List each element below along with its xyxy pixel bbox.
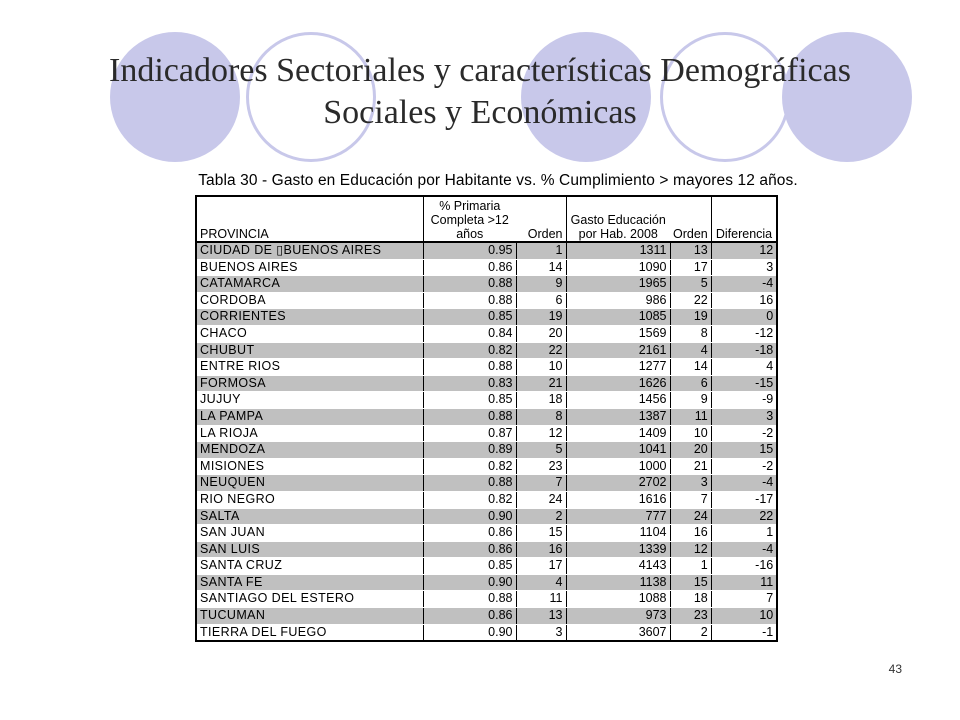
cell-gasto: 1569: [566, 325, 670, 342]
cell-provincia: MENDOZA: [196, 442, 423, 459]
cell-provincia: RIO NEGRO: [196, 491, 423, 508]
table-row: [196, 541, 777, 558]
cell-orden-1: 21: [516, 375, 566, 392]
cell-primaria: 0.85: [423, 309, 516, 326]
cell-gasto: 2702: [566, 475, 670, 492]
table-row: [196, 442, 777, 459]
slide-title-line1: Indicadores Sectoriales y características Demográficas: [109, 52, 851, 89]
cell-provincia: BUENOS AIRES: [196, 259, 423, 276]
cell-diferencia: 22: [711, 508, 777, 525]
cell-orden-1: 5: [516, 442, 566, 459]
cell-orden-1: 3: [516, 624, 566, 641]
cell-orden-2: 12: [670, 541, 711, 558]
cell-gasto: 1277: [566, 359, 670, 376]
cell-orden-2: 9: [670, 392, 711, 409]
cell-gasto: 973: [566, 608, 670, 625]
cell-orden-1: 11: [516, 591, 566, 608]
table-row: [196, 574, 777, 591]
cell-orden-1: 2: [516, 508, 566, 525]
cell-diferencia: 16: [711, 292, 777, 309]
cell-gasto: 1456: [566, 392, 670, 409]
cell-provincia: LA PAMPA: [196, 408, 423, 425]
cell-orden-1: 20: [516, 325, 566, 342]
table-row: [196, 624, 777, 641]
cell-primaria: 0.88: [423, 292, 516, 309]
cell-orden-2: 3: [670, 475, 711, 492]
cell-orden-2: 1: [670, 558, 711, 575]
cell-orden-2: 20: [670, 442, 711, 459]
cell-primaria: 0.88: [423, 276, 516, 293]
cell-diferencia: 0: [711, 309, 777, 326]
header-orden-1: Orden: [516, 196, 566, 242]
cell-provincia: SANTA FE: [196, 574, 423, 591]
cell-orden-1: 17: [516, 558, 566, 575]
cell-provincia: CHACO: [196, 325, 423, 342]
cell-gasto: 1088: [566, 591, 670, 608]
table-row: [196, 259, 777, 276]
cell-gasto: 1387: [566, 408, 670, 425]
table-header-row: [196, 196, 777, 242]
table-row: [196, 309, 777, 326]
cell-gasto: 1090: [566, 259, 670, 276]
table-row: [196, 375, 777, 392]
cell-provincia: ENTRE RIOS: [196, 359, 423, 376]
cell-gasto: 1616: [566, 491, 670, 508]
cell-provincia: SANTIAGO DEL ESTERO: [196, 591, 423, 608]
cell-provincia: TUCUMAN: [196, 608, 423, 625]
cell-orden-2: 10: [670, 425, 711, 442]
header-provincia: PROVINCIA: [196, 196, 423, 242]
cell-diferencia: -2: [711, 458, 777, 475]
table-row: [196, 342, 777, 359]
cell-primaria: 0.86: [423, 525, 516, 542]
cell-primaria: 0.84: [423, 325, 516, 342]
cell-primaria: 0.85: [423, 558, 516, 575]
table-row: [196, 475, 777, 492]
table-row: [196, 591, 777, 608]
header-diferencia: Diferencia: [711, 196, 777, 242]
cell-gasto: 1138: [566, 574, 670, 591]
cell-primaria: 0.88: [423, 359, 516, 376]
cell-primaria: 0.85: [423, 392, 516, 409]
cell-orden-2: 21: [670, 458, 711, 475]
cell-provincia: CORDOBA: [196, 292, 423, 309]
cell-provincia: LA RIOJA: [196, 425, 423, 442]
cell-diferencia: 15: [711, 442, 777, 459]
cell-orden-1: 9: [516, 276, 566, 293]
cell-orden-1: 1: [516, 242, 566, 259]
header-primaria: % Primaria Completa >12 años: [423, 196, 516, 242]
cell-primaria: 0.88: [423, 475, 516, 492]
table-row: [196, 558, 777, 575]
table-row: [196, 392, 777, 409]
table-row: [196, 608, 777, 625]
cell-primaria: 0.95: [423, 242, 516, 259]
cell-orden-2: 24: [670, 508, 711, 525]
cell-orden-2: 13: [670, 242, 711, 259]
cell-orden-2: 19: [670, 309, 711, 326]
cell-gasto: 3607: [566, 624, 670, 641]
cell-orden-1: 15: [516, 525, 566, 542]
cell-diferencia: -4: [711, 276, 777, 293]
cell-gasto: 1000: [566, 458, 670, 475]
cell-orden-2: 22: [670, 292, 711, 309]
cell-diferencia: 3: [711, 408, 777, 425]
cell-diferencia: 3: [711, 259, 777, 276]
cell-primaria: 0.83: [423, 375, 516, 392]
cell-orden-1: 24: [516, 491, 566, 508]
cell-provincia: SALTA: [196, 508, 423, 525]
cell-orden-1: 10: [516, 359, 566, 376]
table-row: [196, 508, 777, 525]
cell-orden-1: 8: [516, 408, 566, 425]
cell-diferencia: -9: [711, 392, 777, 409]
cell-gasto: 2161: [566, 342, 670, 359]
cell-orden-2: 4: [670, 342, 711, 359]
cell-gasto: 1311: [566, 242, 670, 259]
cell-diferencia: -16: [711, 558, 777, 575]
table-row: [196, 491, 777, 508]
cell-diferencia: -12: [711, 325, 777, 342]
cell-diferencia: -4: [711, 541, 777, 558]
table-row: [196, 458, 777, 475]
table-caption: Tabla 30 - Gasto en Educación por Habitante vs. % Cumplimiento > mayores 12 años.: [198, 172, 798, 189]
page-number: 43: [888, 662, 902, 676]
cell-primaria: 0.90: [423, 574, 516, 591]
cell-provincia: CIUDAD DE ▯BUENOS AIRES: [196, 242, 423, 259]
cell-gasto: 1965: [566, 276, 670, 293]
cell-orden-2: 16: [670, 525, 711, 542]
cell-orden-2: 6: [670, 375, 711, 392]
cell-orden-1: 7: [516, 475, 566, 492]
slide-title: [40, 50, 920, 134]
header-orden-2: Orden: [670, 196, 711, 242]
table-row: [196, 525, 777, 542]
cell-provincia: SAN LUIS: [196, 541, 423, 558]
cell-orden-2: 15: [670, 574, 711, 591]
table-row: [196, 425, 777, 442]
cell-orden-1: 16: [516, 541, 566, 558]
data-table: [195, 195, 778, 642]
cell-gasto: 1339: [566, 541, 670, 558]
header-gasto: Gasto Educación por Hab. 2008: [566, 196, 670, 242]
table-row: [196, 276, 777, 293]
cell-diferencia: 12: [711, 242, 777, 259]
cell-gasto: 1409: [566, 425, 670, 442]
cell-diferencia: -17: [711, 491, 777, 508]
cell-diferencia: -4: [711, 475, 777, 492]
cell-diferencia: 1: [711, 525, 777, 542]
cell-orden-1: 14: [516, 259, 566, 276]
cell-gasto: 1626: [566, 375, 670, 392]
table-row: [196, 292, 777, 309]
cell-orden-2: 18: [670, 591, 711, 608]
cell-provincia: SAN JUAN: [196, 525, 423, 542]
cell-diferencia: -15: [711, 375, 777, 392]
cell-orden-2: 2: [670, 624, 711, 641]
cell-provincia: FORMOSA: [196, 375, 423, 392]
cell-provincia: TIERRA DEL FUEGO: [196, 624, 423, 641]
table-body: [196, 242, 777, 641]
cell-provincia: SANTA CRUZ: [196, 558, 423, 575]
table-row: [196, 359, 777, 376]
cell-diferencia: -1: [711, 624, 777, 641]
cell-diferencia: 7: [711, 591, 777, 608]
cell-primaria: 0.86: [423, 259, 516, 276]
cell-provincia: CATAMARCA: [196, 276, 423, 293]
cell-gasto: 777: [566, 508, 670, 525]
cell-orden-1: 19: [516, 309, 566, 326]
cell-orden-2: 14: [670, 359, 711, 376]
cell-primaria: 0.88: [423, 408, 516, 425]
cell-orden-1: 13: [516, 608, 566, 625]
cell-primaria: 0.82: [423, 342, 516, 359]
cell-provincia: CORRIENTES: [196, 309, 423, 326]
cell-primaria: 0.90: [423, 508, 516, 525]
table-row: [196, 408, 777, 425]
cell-provincia: JUJUY: [196, 392, 423, 409]
cell-provincia: MISIONES: [196, 458, 423, 475]
cell-orden-1: 23: [516, 458, 566, 475]
cell-diferencia: -18: [711, 342, 777, 359]
cell-gasto: 4143: [566, 558, 670, 575]
cell-orden-1: 18: [516, 392, 566, 409]
cell-provincia: NEUQUEN: [196, 475, 423, 492]
cell-orden-1: 4: [516, 574, 566, 591]
cell-orden-2: 17: [670, 259, 711, 276]
cell-orden-2: 8: [670, 325, 711, 342]
cell-orden-1: 6: [516, 292, 566, 309]
cell-orden-2: 11: [670, 408, 711, 425]
cell-orden-2: 23: [670, 608, 711, 625]
cell-primaria: 0.86: [423, 608, 516, 625]
cell-primaria: 0.90: [423, 624, 516, 641]
cell-primaria: 0.89: [423, 442, 516, 459]
cell-orden-1: 12: [516, 425, 566, 442]
slide-title-line2: Sociales y Económicas: [323, 94, 637, 131]
cell-primaria: 0.86: [423, 541, 516, 558]
cell-diferencia: -2: [711, 425, 777, 442]
cell-provincia: CHUBUT: [196, 342, 423, 359]
cell-primaria: 0.87: [423, 425, 516, 442]
cell-diferencia: 10: [711, 608, 777, 625]
cell-gasto: 1104: [566, 525, 670, 542]
cell-gasto: 986: [566, 292, 670, 309]
table-row: [196, 242, 777, 259]
cell-primaria: 0.88: [423, 591, 516, 608]
cell-diferencia: 11: [711, 574, 777, 591]
cell-gasto: 1041: [566, 442, 670, 459]
cell-orden-1: 22: [516, 342, 566, 359]
cell-orden-2: 7: [670, 491, 711, 508]
table-row: [196, 325, 777, 342]
cell-gasto: 1085: [566, 309, 670, 326]
cell-diferencia: 4: [711, 359, 777, 376]
cell-primaria: 0.82: [423, 491, 516, 508]
cell-orden-2: 5: [670, 276, 711, 293]
cell-primaria: 0.82: [423, 458, 516, 475]
